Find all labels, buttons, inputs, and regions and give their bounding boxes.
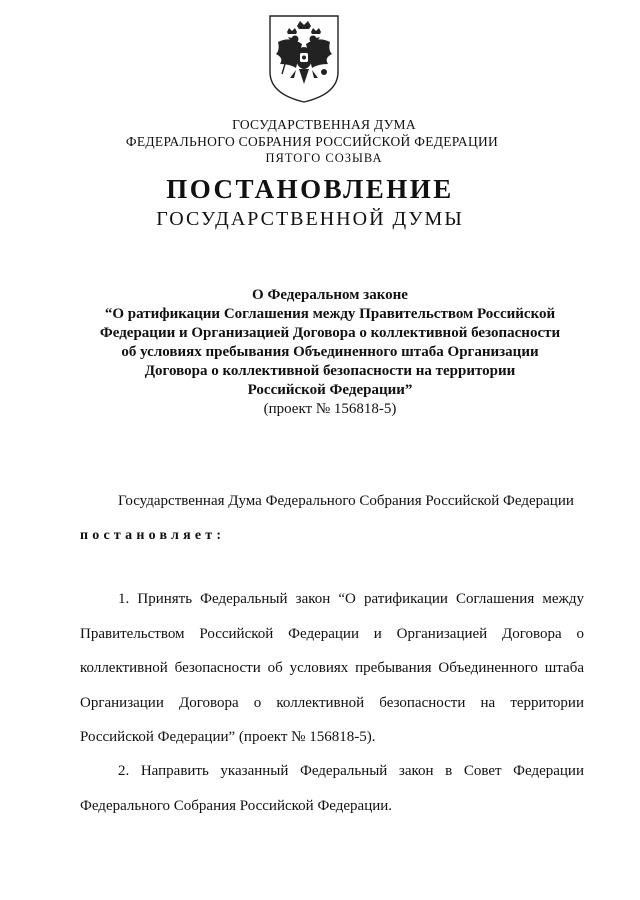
document-issuer: ГОСУДАРСТВЕННОЙ ДУМЫ bbox=[156, 208, 464, 230]
paragraph-line: Правительством Российской Федерации и Организацией Договора о bbox=[80, 625, 584, 642]
decree-item-2 bbox=[80, 754, 584, 823]
document-subject bbox=[60, 286, 600, 419]
preamble: Государственная Дума Федерального Собрания Российской Федерации bbox=[118, 493, 574, 509]
paragraph-line: 2. Направить указанный Федеральный закон в Совет Федерации bbox=[118, 763, 584, 779]
paragraph-line: Российской Федерации” (проект № 156818-5). bbox=[80, 729, 376, 745]
decrees-word: постановляет: bbox=[80, 528, 226, 543]
subject-line: Федерации и Организацией Договора о коллективной безопасности bbox=[99, 325, 561, 341]
decree-item-1 bbox=[80, 582, 584, 755]
paragraph-line: 1. Принять Федеральный закон “О ратификации Соглашения между bbox=[118, 591, 584, 607]
duma-name: ГОСУДАРСТВЕННАЯ ДУМА bbox=[232, 117, 416, 132]
subject-line: О Федеральном законе bbox=[252, 287, 408, 303]
subject-line: “О ратификации Соглашения между Правительством Российской bbox=[104, 306, 556, 322]
subject-line: Российской Федерации” bbox=[247, 382, 413, 398]
project-number: (проект № 156818-5) bbox=[263, 401, 397, 417]
paragraph-line: Федерального Собрания Российской Федерации. bbox=[80, 797, 393, 814]
paragraph-line: коллективной безопасности об условиях пребывания Объединенного штаба bbox=[80, 660, 584, 676]
state-emblem bbox=[266, 14, 342, 104]
subject-line: об условиях пребывания Объединенного штаба Организации bbox=[121, 344, 539, 360]
federal-assembly-name: ФЕДЕРАЛЬНОГО СОБРАНИЯ РОССИЙСКОЙ ФЕДЕРАЦИИ bbox=[125, 134, 499, 149]
subject-line: Договора о коллективной безопасности на территории bbox=[144, 363, 516, 379]
convocation: ПЯТОГО СОЗЫВА bbox=[265, 151, 383, 165]
double-headed-eagle-icon bbox=[266, 14, 342, 104]
document-type: ПОСТАНОВЛЕНИЕ bbox=[166, 174, 454, 204]
paragraph-line: Организации Договора о коллективной безопасности на территории bbox=[80, 694, 584, 711]
